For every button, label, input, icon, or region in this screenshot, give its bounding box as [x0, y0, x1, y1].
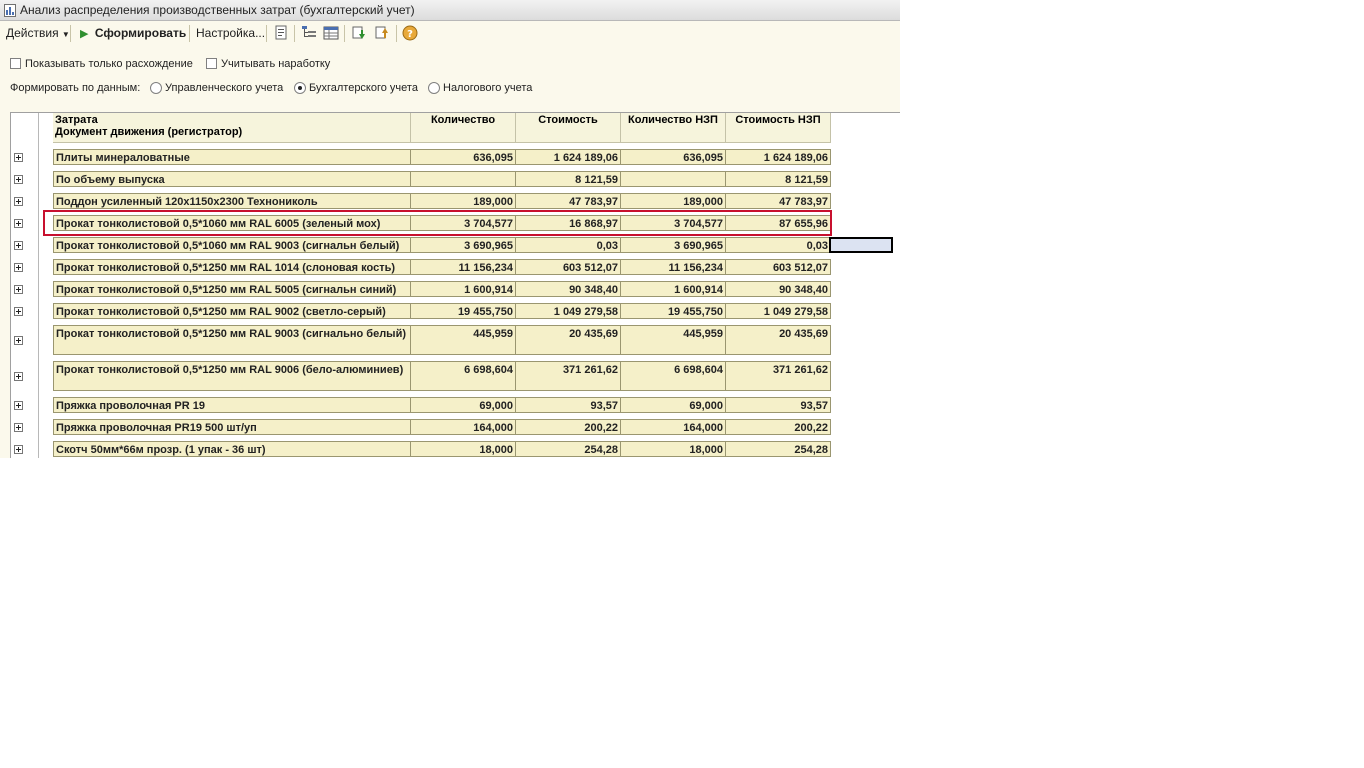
- cell-qty-nzp[interactable]: 11 156,234: [621, 259, 726, 275]
- cell-cost-nzp[interactable]: 87 655,96: [726, 215, 831, 231]
- header-qty-nzp[interactable]: Количество НЗП: [621, 113, 726, 143]
- cell-qty-nzp[interactable]: [621, 171, 726, 187]
- toolbar-separator: [344, 25, 345, 42]
- radio-financial-accounting[interactable]: [294, 82, 306, 94]
- cell-cost-nzp[interactable]: 93,57: [726, 397, 831, 413]
- cell-qty-nzp[interactable]: 3 704,577: [621, 215, 726, 231]
- cell-qty-nzp[interactable]: 636,095: [621, 149, 726, 165]
- radio-management-label: Управленческого учета: [165, 82, 284, 94]
- cell-cost-nzp[interactable]: 90 348,40: [726, 281, 831, 297]
- cell-cost-item-name[interactable]: Прокат тонколистовой 0,5*1250 мм RAL 5005 (сигнальн синий): [53, 281, 411, 297]
- cell-cost[interactable]: 47 783,97: [516, 193, 621, 209]
- toolbar: [0, 21, 900, 45]
- toolbar-separator: [396, 25, 397, 42]
- chevron-down-icon: ▼: [61, 30, 70, 39]
- cell-qty-nzp[interactable]: 164,000: [621, 419, 726, 435]
- header-name-line1: Затрата: [55, 114, 98, 126]
- cell-qty-nzp[interactable]: 6 698,604: [621, 361, 726, 391]
- toolbar-separator: [294, 25, 295, 42]
- cell-cost[interactable]: 20 435,69: [516, 325, 621, 355]
- table-row[interactable]: [11, 419, 900, 435]
- table-icon[interactable]: [323, 25, 339, 41]
- expand-plus-icon[interactable]: [14, 445, 23, 454]
- cell-cost[interactable]: 90 348,40: [516, 281, 621, 297]
- cell-cost-item-name[interactable]: Прокат тонколистовой 0,5*1250 мм RAL 9006 (бело-алюминиев): [53, 361, 411, 391]
- cell-cost-item-name[interactable]: Прокат тонколистовой 0,5*1250 мм RAL 9003 (сигнально белый): [53, 325, 411, 355]
- table-row[interactable]: [11, 259, 900, 275]
- show-discrepancies-checkbox[interactable]: [10, 58, 21, 69]
- cell-qty-nzp[interactable]: 189,000: [621, 193, 726, 209]
- form-by-label: Формировать по данным:: [10, 82, 141, 94]
- actions-menu-button[interactable]: [6, 25, 70, 41]
- cell-cost[interactable]: 8 121,59: [516, 171, 621, 187]
- window-title: Анализ распределения производственных затрат (бухгалтерский учет): [20, 3, 415, 17]
- cell-cost[interactable]: 93,57: [516, 397, 621, 413]
- cell-cost-item-name[interactable]: Прокат тонколистовой 0,5*1060 мм RAL 9003 (сигнальн белый): [53, 237, 411, 253]
- table-row[interactable]: [11, 441, 900, 457]
- cell-cost-nzp[interactable]: 0,03: [726, 237, 831, 253]
- cell-qty-nzp[interactable]: 18,000: [621, 441, 726, 457]
- cell-qty[interactable]: 6 698,604: [411, 361, 516, 391]
- cell-cost-nzp[interactable]: 1 624 189,06: [726, 149, 831, 165]
- cell-qty[interactable]: 189,000: [411, 193, 516, 209]
- table-row[interactable]: [11, 193, 900, 209]
- cell-qty-nzp[interactable]: 445,959: [621, 325, 726, 355]
- play-icon: ▶: [80, 28, 89, 40]
- cell-qty[interactable]: 18,000: [411, 441, 516, 457]
- cell-qty-nzp[interactable]: 3 690,965: [621, 237, 726, 253]
- cell-cost[interactable]: 371 261,62: [516, 361, 621, 391]
- table-row[interactable]: [11, 397, 900, 413]
- svg-text:?: ?: [407, 29, 413, 40]
- cell-cost-item-name[interactable]: По объему выпуска: [53, 171, 411, 187]
- expand-plus-icon[interactable]: [14, 219, 23, 228]
- cell-cost-nzp[interactable]: 254,28: [726, 441, 831, 457]
- report-window: [0, 0, 900, 458]
- cell-cost-nzp[interactable]: 20 435,69: [726, 325, 831, 355]
- cell-cost-item-name[interactable]: Поддон усиленный 120х1150х2300 Технониколь: [53, 193, 411, 209]
- cell-cost-nzp[interactable]: 8 121,59: [726, 171, 831, 187]
- radio-tax-label: Налогового учета: [443, 82, 533, 94]
- cell-cost-item-name[interactable]: Скотч 50мм*66м прозр. (1 упак - 36 шт): [53, 441, 411, 457]
- cell-qty[interactable]: [411, 171, 516, 187]
- cell-cost[interactable]: 200,22: [516, 419, 621, 435]
- radio-accounting-label: Бухгалтерского учета: [309, 82, 418, 94]
- cell-qty[interactable]: 445,959: [411, 325, 516, 355]
- expand-plus-icon[interactable]: [14, 197, 23, 206]
- header-cost[interactable]: Стоимость: [516, 113, 621, 143]
- toolbar-separator: [266, 25, 267, 42]
- cell-cost-nzp[interactable]: 200,22: [726, 419, 831, 435]
- title-bar: [0, 0, 900, 21]
- table-row[interactable]: [11, 171, 900, 187]
- table-row[interactable]: [11, 281, 900, 297]
- cell-cost-item-name[interactable]: Плиты минераловатные: [53, 149, 411, 165]
- cell-cost-item-name[interactable]: Пряжка проволочная PR19 500 шт/уп: [53, 419, 411, 435]
- account-runtime-checkbox[interactable]: [206, 58, 217, 69]
- header-cost-nzp[interactable]: Стоимость НЗП: [726, 113, 831, 143]
- cell-qty[interactable]: 636,095: [411, 149, 516, 165]
- table-row[interactable]: [11, 237, 900, 253]
- cell-cost[interactable]: 603 512,07: [516, 259, 621, 275]
- cell-cost[interactable]: 16 868,97: [516, 215, 621, 231]
- radio-tax-accounting[interactable]: [428, 82, 440, 94]
- table-row[interactable]: [11, 361, 900, 391]
- expand-plus-icon[interactable]: [14, 175, 23, 184]
- cell-cost-nzp[interactable]: 603 512,07: [726, 259, 831, 275]
- save-settings-icon[interactable]: [374, 25, 390, 41]
- cell-cost[interactable]: 1 049 279,58: [516, 303, 621, 319]
- expand-plus-icon[interactable]: [14, 263, 23, 272]
- cell-qty[interactable]: 11 156,234: [411, 259, 516, 275]
- expand-plus-icon[interactable]: [14, 307, 23, 316]
- expand-plus-icon[interactable]: [14, 423, 23, 432]
- actions-label: Действия: [6, 26, 59, 40]
- cell-cost-nzp[interactable]: 371 261,62: [726, 361, 831, 391]
- expand-plus-icon[interactable]: [14, 401, 23, 410]
- expand-plus-icon[interactable]: [14, 285, 23, 294]
- expand-plus-icon[interactable]: [14, 153, 23, 162]
- toolbar-separator: [189, 25, 190, 42]
- cell-qty[interactable]: 3 690,965: [411, 237, 516, 253]
- settings-button[interactable]: [196, 25, 265, 41]
- load-settings-icon[interactable]: [351, 25, 367, 41]
- tree-structure-icon[interactable]: [301, 25, 317, 41]
- cell-qty[interactable]: 69,000: [411, 397, 516, 413]
- highlighted-row-frame: [43, 210, 832, 236]
- cell-cost[interactable]: 254,28: [516, 441, 621, 457]
- show-discrepancies-label: Показывать только расхождение: [25, 58, 193, 70]
- cell-cost-item-name[interactable]: Прокат тонколистовой 0,5*1250 мм RAL 9002 (светло-серый): [53, 303, 411, 319]
- table-row[interactable]: [11, 325, 900, 355]
- document-icon[interactable]: [273, 25, 289, 41]
- expand-plus-icon[interactable]: [14, 372, 23, 381]
- header-name-line2: Документ движения (регистратор): [55, 126, 243, 138]
- cell-cost-item-name[interactable]: Прокат тонколистовой 0,5*1060 мм RAL 6005 (зеленый мох): [53, 215, 411, 231]
- report-table: [10, 112, 900, 458]
- generate-button[interactable]: [80, 25, 186, 41]
- cell-qty-nzp[interactable]: 19 455,750: [621, 303, 726, 319]
- cell-qty[interactable]: 164,000: [411, 419, 516, 435]
- expand-plus-icon[interactable]: [14, 241, 23, 250]
- cell-cost[interactable]: 0,03: [516, 237, 621, 253]
- cell-qty-nzp[interactable]: 69,000: [621, 397, 726, 413]
- cell-qty-nzp[interactable]: 1 600,914: [621, 281, 726, 297]
- report-icon: [4, 4, 16, 17]
- header-qty[interactable]: Количество: [411, 113, 516, 143]
- settings-label: Настройка...: [196, 26, 266, 40]
- cell-cost-item-name[interactable]: Прокат тонколистовой 0,5*1250 мм RAL 1014 (слоновая кость): [53, 259, 411, 275]
- selected-cell[interactable]: [829, 237, 893, 253]
- header-name[interactable]: [53, 113, 411, 143]
- table-row[interactable]: [11, 303, 900, 319]
- table-row[interactable]: [11, 149, 900, 165]
- cell-cost-nzp[interactable]: 1 049 279,58: [726, 303, 831, 319]
- cell-qty[interactable]: 1 600,914: [411, 281, 516, 297]
- expand-plus-icon[interactable]: [14, 336, 23, 345]
- help-icon[interactable]: [402, 25, 418, 41]
- radio-management-accounting[interactable]: [150, 82, 162, 94]
- cell-cost-nzp[interactable]: 47 783,97: [726, 193, 831, 209]
- generate-label: Сформировать: [94, 26, 187, 40]
- account-runtime-label: Учитывать наработку: [221, 58, 331, 70]
- cell-cost[interactable]: 1 624 189,06: [516, 149, 621, 165]
- cell-qty[interactable]: 19 455,750: [411, 303, 516, 319]
- toolbar-separator: [70, 25, 71, 42]
- cell-cost-item-name[interactable]: Пряжка проволочная PR 19: [53, 397, 411, 413]
- cell-qty[interactable]: 3 704,577: [411, 215, 516, 231]
